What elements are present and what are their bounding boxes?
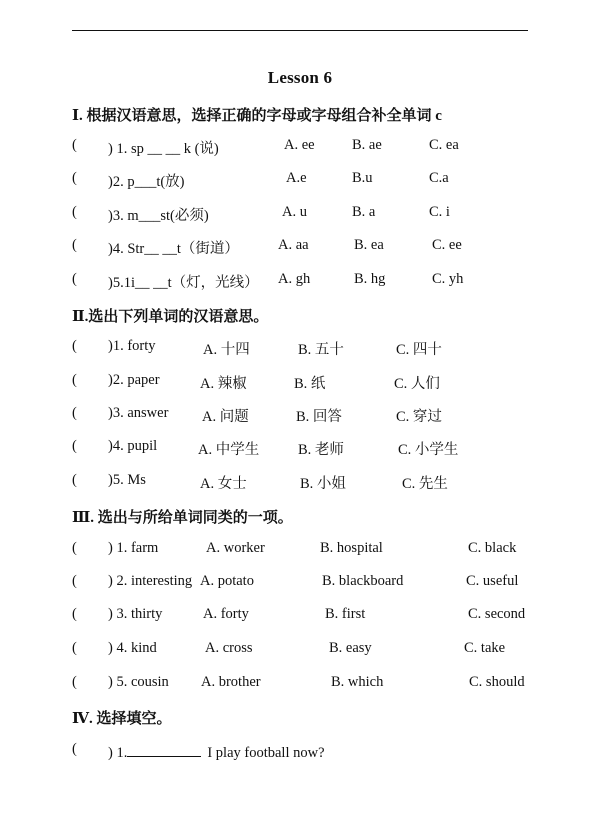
answer-paren[interactable]: (	[72, 741, 77, 757]
answer-paren[interactable]: (	[72, 338, 77, 354]
answer-paren[interactable]: (	[72, 405, 77, 421]
question-row	[0, 405, 600, 429]
question-row	[0, 372, 600, 396]
question-stem: ) 4. kind	[108, 640, 157, 656]
option-b: B. hospital	[320, 540, 383, 556]
question-row	[0, 204, 600, 228]
option-c: C. 先生	[402, 476, 448, 492]
question-row	[0, 338, 600, 362]
question-stem: ) 1. sp __ __ k (说)	[108, 141, 219, 157]
question-stem: ) 2. interesting	[108, 573, 193, 589]
option-b: B. ae	[352, 137, 382, 153]
option-a: A. brother	[201, 674, 261, 690]
option-b: B.u	[352, 170, 373, 186]
option-c: C. 小学生	[398, 442, 459, 458]
option-b: B. easy	[329, 640, 372, 656]
question-stem: ) 1. farm	[108, 540, 159, 556]
option-b: B. 小姐	[300, 476, 346, 492]
answer-paren[interactable]: (	[72, 573, 77, 589]
question-row	[0, 271, 600, 295]
question-row	[0, 237, 600, 261]
question-row	[0, 640, 600, 664]
question-stem: )3. answer	[108, 405, 169, 421]
question-stem: )2. paper	[108, 372, 160, 388]
option-b: B. a	[352, 204, 376, 220]
option-b: B. first	[325, 606, 366, 622]
section-3-heading: Ⅲ. 选出与所给单词同类的一项。	[72, 510, 293, 526]
answer-paren[interactable]: (	[72, 204, 77, 220]
option-a: A. 中学生	[198, 442, 260, 458]
option-c: C. i	[429, 204, 450, 220]
option-c: C. ea	[429, 137, 459, 153]
option-c: C. black	[468, 540, 517, 556]
option-b: B. 纸	[294, 376, 326, 392]
section-2-heading: Ⅱ.选出下列单词的汉语意思。	[72, 309, 269, 325]
option-b: B. hg	[354, 271, 386, 287]
option-a: A. cross	[205, 640, 253, 656]
option-a: A. 问题	[202, 409, 249, 425]
question-row	[0, 137, 600, 161]
question-stem: )1. forty	[108, 338, 156, 354]
answer-paren[interactable]: (	[72, 438, 77, 454]
question-row	[0, 472, 600, 496]
option-c: C. 人们	[394, 376, 440, 392]
option-a: A. forty	[203, 606, 249, 622]
answer-paren[interactable]: (	[72, 372, 77, 388]
question-stem: )5. Ms	[108, 472, 146, 488]
option-a: A. worker	[206, 540, 265, 556]
option-b: B. 回答	[296, 409, 342, 425]
option-a: A. gh	[278, 271, 311, 287]
question-stem: )3. m___st(必须)	[108, 208, 209, 224]
question-row	[0, 741, 600, 765]
section-4-heading: Ⅳ. 选择填空。	[72, 711, 172, 727]
answer-paren[interactable]: (	[72, 674, 77, 690]
answer-paren[interactable]: (	[72, 137, 77, 153]
answer-paren[interactable]: (	[72, 472, 77, 488]
answer-paren[interactable]: (	[72, 271, 77, 287]
option-c: C. yh	[432, 271, 464, 287]
option-b: B. which	[331, 674, 384, 690]
option-c: C. 四十	[396, 342, 442, 358]
option-a: A.e	[286, 170, 307, 186]
question-stem: )4. pupil	[108, 438, 158, 454]
fill-in-blank[interactable]	[127, 741, 201, 757]
option-a: A. u	[282, 204, 307, 220]
question-row	[0, 606, 600, 630]
option-c: C. take	[464, 640, 506, 656]
option-a: A. ee	[284, 137, 315, 153]
question-stem: )2. p___t(放)	[108, 174, 185, 190]
option-b: B. 老师	[298, 442, 344, 458]
page-title: Lesson 6	[267, 68, 333, 87]
option-c: C.a	[429, 170, 449, 186]
question-stem: ) 3. thirty	[108, 606, 163, 622]
question-stem: ) 5. cousin	[108, 674, 169, 690]
question-stem: )5.1i__ __t（灯，光线）	[108, 275, 259, 291]
option-a: A. 十四	[203, 342, 250, 358]
question-row	[0, 540, 600, 564]
question-row	[0, 674, 600, 698]
answer-paren[interactable]: (	[72, 640, 77, 656]
question-row	[0, 170, 600, 194]
option-c: C. second	[468, 606, 526, 622]
option-a: A. potato	[200, 573, 254, 589]
option-c: C. useful	[466, 573, 519, 589]
option-c: C. ee	[432, 237, 462, 253]
option-c: C. 穿过	[396, 409, 442, 425]
answer-paren[interactable]: (	[72, 540, 77, 556]
option-c: C. should	[469, 674, 525, 690]
answer-paren[interactable]: (	[72, 606, 77, 622]
option-a: A. 辣椒	[200, 376, 247, 392]
section-1-heading: Ⅰ. 根据汉语意思，选择正确的字母或字母组合补全单词 c	[72, 108, 442, 124]
question-row	[0, 573, 600, 597]
answer-paren[interactable]: (	[72, 170, 77, 186]
option-b: B. blackboard	[322, 573, 404, 589]
option-b: B. 五十	[298, 342, 344, 358]
question-stem: )4. Str__ __t（街道）	[108, 241, 239, 257]
option-b: B. ea	[354, 237, 384, 253]
top-rule	[72, 30, 528, 31]
answer-paren[interactable]: (	[72, 237, 77, 253]
question-number: ) 1.	[108, 745, 128, 761]
question-row	[0, 438, 600, 462]
question-stem	[108, 741, 325, 762]
option-a: A. aa	[278, 237, 309, 253]
question-text: I play football now?	[207, 745, 325, 761]
option-a: A. 女士	[200, 476, 247, 492]
